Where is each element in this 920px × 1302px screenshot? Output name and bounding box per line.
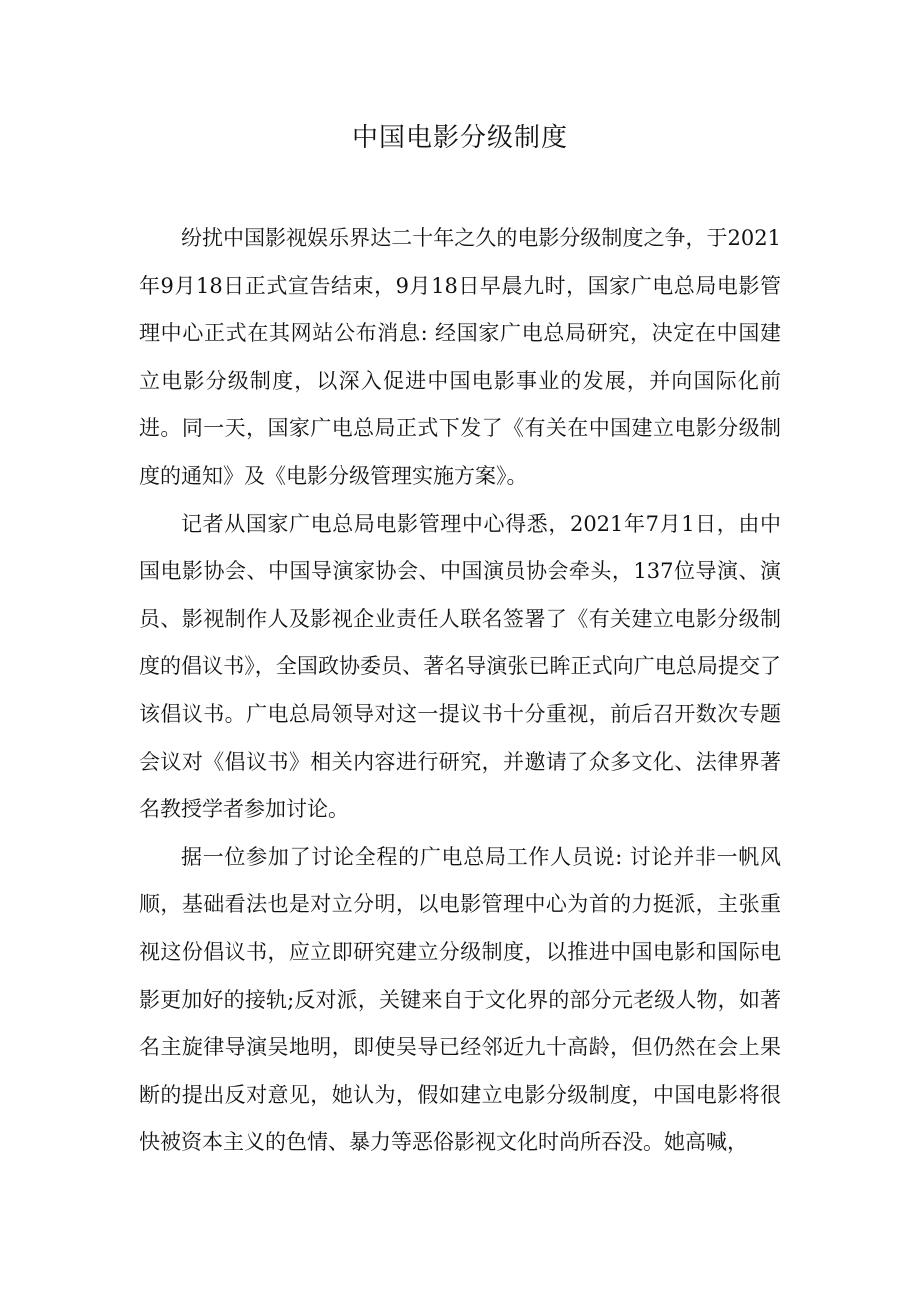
paragraph-2: 记者从国家广电总局电影管理中心得悉，2021年7月1日，由中国电影协会、中国导演家协会、中国演员协会牵头，137位导演、演员、影视制作人及影视企业责任人联名签署了《有关建立电影分级制度的倡议书》，全国政协委员、著名导演张已眸正式向广电总局提交了该倡议书。广电总局领导对这一提议书十分重视，前后召开数次专题会议对《倡议书》相关内容进行研究，并邀请了众多文化、法律界著名教授学者参加讨论。 [139, 511, 781, 822]
document-body [139, 215, 781, 1167]
paragraph-3: 据一位参加了讨论全程的广电总局工作人员说: 讨论并非一帆风顺，基础看法也是对立分明，以电影管理中心为首的力挺派，主张重视这份倡议书，应立即研究建立分级制度，以推进中国电影和国际电影更加好的接轨;反对派，关键来自于文化界的部分元老级人物，如著名主旋律导演吴地明，即使吴导已经邻近九十高龄，但仍然在会上果断的提出反对意见，她认为，假如建立电影分级制度，中国电影将很快被资本主义的色情、暴力等恶俗影视文化时尚所吞没。她高喊， [139, 844, 781, 1155]
document-title: 中国电影分级制度 [351, 123, 568, 153]
paragraph-1: 纷扰中国影视娱乐界达二十年之久的电影分级制度之争，于2021年9月18日正式宣告结束，9月18日早晨九时，国家广电总局电影管理中心正式在其网站公布消息: 经国家广电总局研究，决定在中国建立电影分级制度，以深入促进中国电影事业的发展，并向国际化前进。同一天，国家广电总局正式下发了《有关在中国建立电影分级制度的通知》及《电影分级管理实施方案》。 [139, 226, 781, 488]
